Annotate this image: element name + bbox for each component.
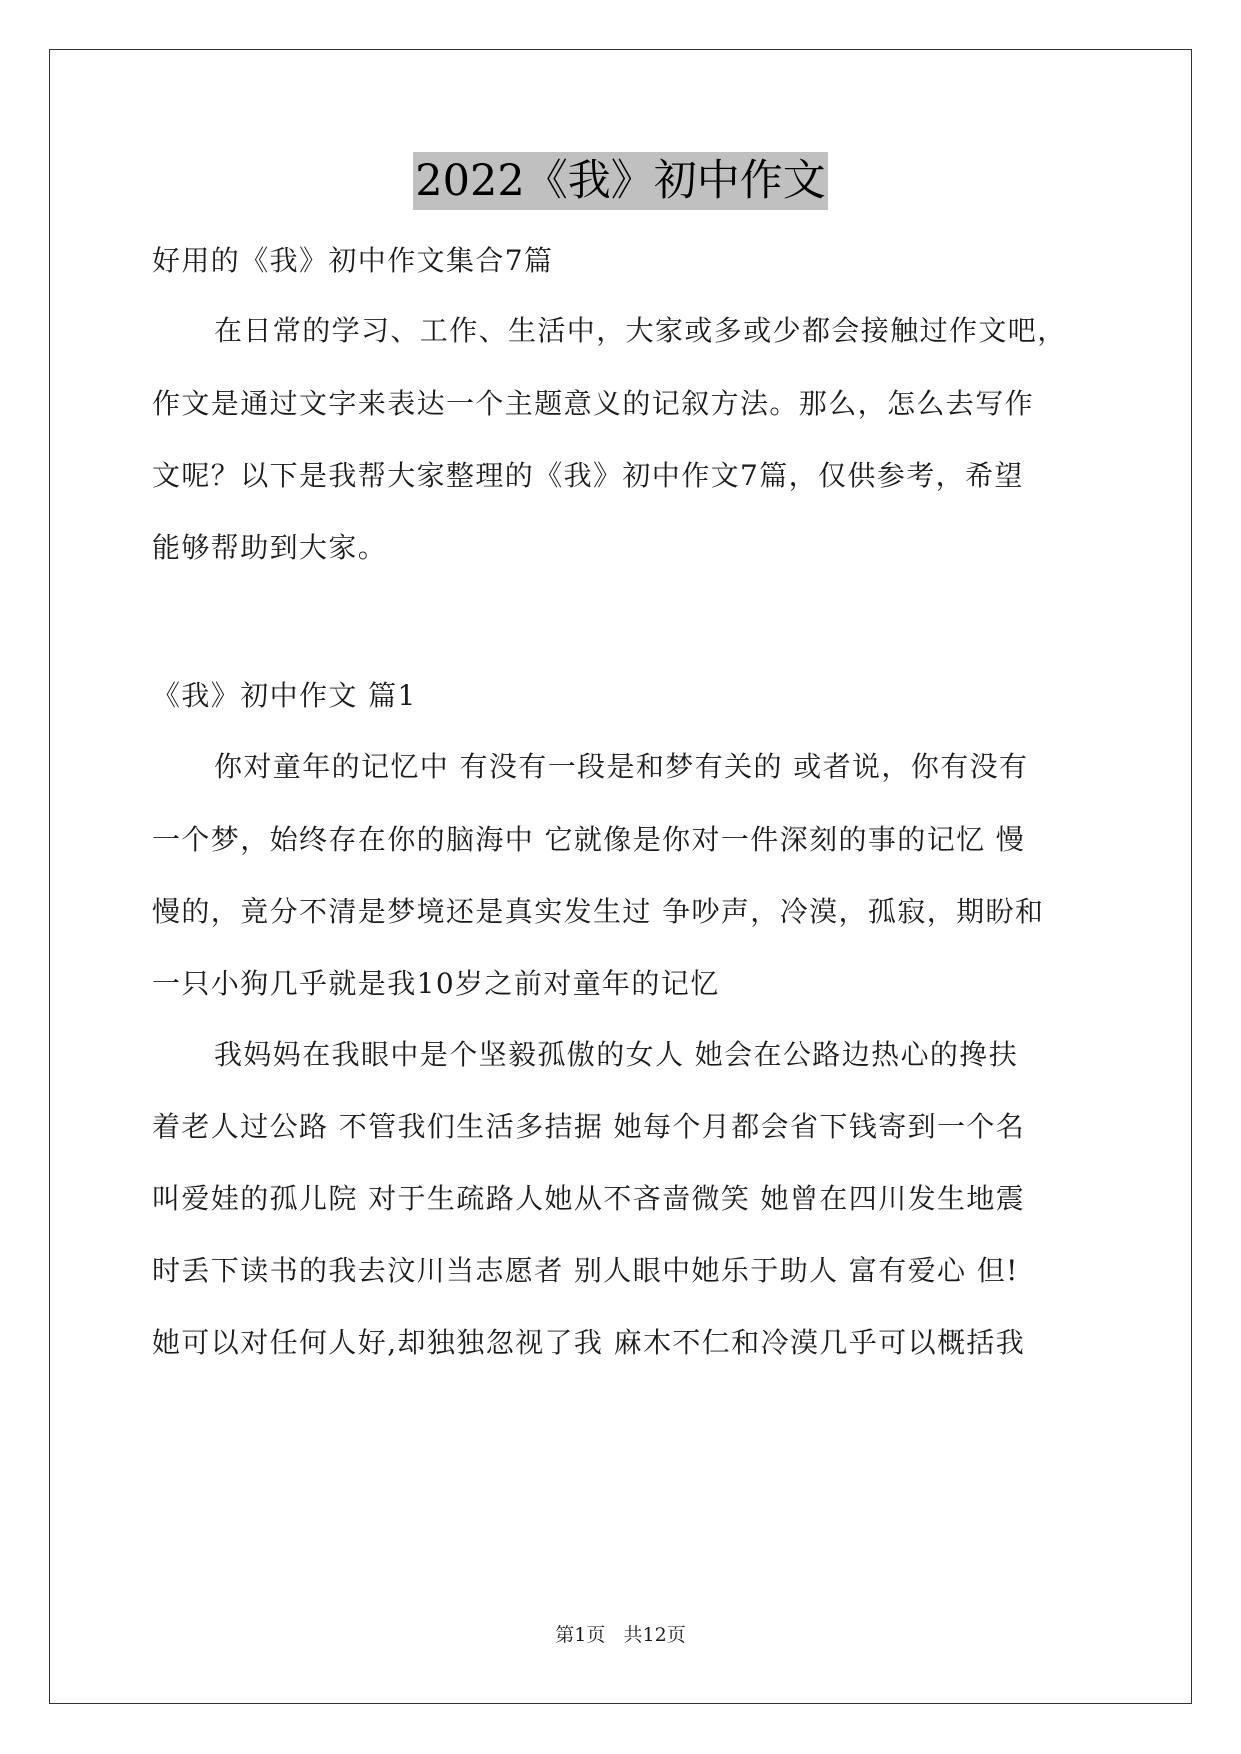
page-total: 共12页: [623, 1624, 686, 1646]
intro-line: 文呢？以下是我帮大家整理的《我》初中作文7篇，仅供参考，希望: [152, 459, 1024, 492]
paragraph-line: 她可以对任何人好,却独独忽视了我 麻木不仁和冷漠几乎可以概括我: [152, 1326, 1026, 1359]
intro-line: 能够帮助到大家。: [152, 531, 388, 564]
page-border: [49, 49, 1192, 1704]
page-number: 第1页: [555, 1624, 606, 1646]
paragraph-line: 时丢下读书的我去汶川当志愿者 别人眼中她乐于助人 富有爱心 但!: [152, 1254, 1019, 1287]
page-footer: [0, 1622, 1241, 1648]
intro-line: 作文是通过文字来表达一个主题意义的记叙方法。那么，怎么去写作: [152, 387, 1035, 420]
paragraph-line: 叫爱娃的孤儿院 对于生疏路人她从不吝啬微笑 她曾在四川发生地震: [152, 1182, 1026, 1215]
document-title: 2022《我》初中作文: [413, 152, 827, 210]
title-container: [0, 152, 1241, 210]
document-subtitle: 好用的《我》初中作文集合7篇: [152, 244, 554, 277]
paragraph-line: 我妈妈在我眼中是个坚毅孤傲的女人 她会在公路边热心的搀扶: [214, 1038, 1019, 1071]
intro-line: 在日常的学习、工作、生活中，大家或多或少都会接触过作文吧，: [214, 314, 1067, 347]
section-heading: 《我》初中作文 篇1: [152, 679, 417, 712]
paragraph-line: 一只小狗几乎就是我10岁之前对童年的记忆: [152, 967, 720, 1000]
paragraph-line: 你对童年的记忆中 有没有一段是和梦有关的 或者说，你有没有: [214, 750, 1029, 783]
paragraph-line: 慢的，竟分不清是梦境还是真实发生过 争吵声，冷漠，孤寂，期盼和: [152, 895, 1045, 928]
paragraph-line: 一个梦，始终存在你的脑海中 它就像是你对一件深刻的事的记忆 慢: [152, 823, 1026, 856]
paragraph-line: 着老人过公路 不管我们生活多拮据 她每个月都会省下钱寄到一个名: [152, 1110, 1026, 1143]
